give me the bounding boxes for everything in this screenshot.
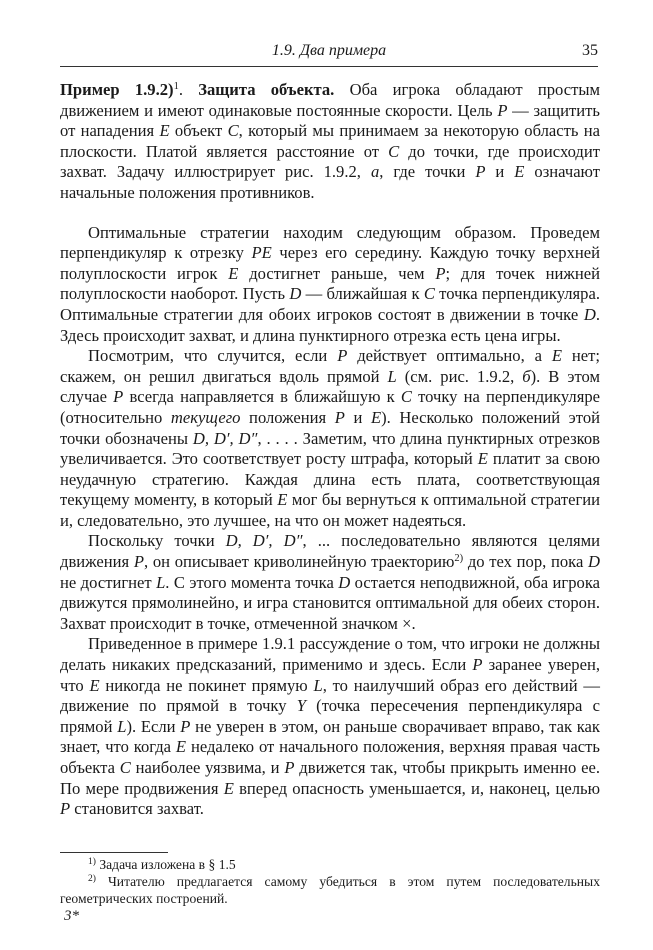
example-paragraph: Пример 1.9.2)$^1$. Защита объекта. Оба игрока обладают простым движением и имеют одинаковые постоянные скорости. Цель P — защитить от нападения E объект C, который мы принимаем за некоторую область на плоскости. Платой является расстояние от C до точки, где происходит захват. Задачу иллюстрирует рис. 1.9.2, a, где точки P и E означают начальные положения противников. — [60, 80, 601, 202]
footnote-1 — [60, 856, 600, 873]
footnote-ref-2: 2) — [454, 553, 464, 565]
paragraph-optimal-strategies: Оптимальные стратегии находим следующим образом. Проведем перпендикуляр к отрезку PE через его середину. Каждую точку верхней полуплоскости игрок E достигнет раньше, чем P; для точек нижней полуплоскости наоборот. Пусть D — ближайшая к C точка перпендикуляра. Оптимальные стратегии для обоих игроков состоят в движении в точке D. Здесь происходит захват, и длина пунктирного отрезка есть цена игры. — [60, 222, 600, 345]
example-title: Защита объекта. — [198, 80, 335, 99]
section-title: 1.9. Два примера — [271, 42, 387, 59]
footnote-text: Задача изложена в § 1.5 — [95, 857, 236, 872]
example-label: Пример 1.9.2) — [60, 80, 174, 99]
footnotes — [60, 856, 600, 907]
paragraph-predictions: Приведенное в примере 1.9.1 рассуждение о том, что игроки не должны делать никаких предсказаний, применимо и здесь. Если P заранее уверен, что E никогда не покинет прямую L, то наилучший образ его действий — движение по прямой в точку Y (точка пересечения перпендикуляра с прямой L). Если P не уверен в этом, он раньше сворачивает вправо, так как знает, что когда E недалеко от начального положения, верхняя правая часть объекта C наиболее уязвима, и P движется так, чтобы прикрыть именно ее. По мере продвижения E вперед опасность уменьшается, и, наконец, целью P становится захват. — [60, 634, 601, 819]
footnote-mark: 2) — [88, 874, 96, 884]
footnote-mark: 1) — [88, 857, 96, 867]
running-head — [60, 40, 598, 67]
page-number: 35 — [582, 42, 598, 59]
footnote-divider — [60, 852, 168, 853]
footnote-2 — [60, 873, 600, 907]
paragraph-suboptimal-e: Посмотрим, что случится, если P действует оптимально, а E нет; скажем, он решил двигаться вдоль прямой L (см. рис. 1.9.2, б). В этом случае P всегда направляется в ближайшую к C точку на перпендикуляре (относительно текущего положения P и E). Несколько положений этой точки обозначены D, D′, D″, . . . . Заметим, что длина пунктирных отрезков увеличивается. Это соответствует росту штрафа, который E платит за свою неудачную стратегию. Каждая длина есть плата, соответствующая текущему моменту, в который E мог бы вернуться к оптимальной стратегии и, следовательно, это лучшее, на что он может надеяться. — [60, 346, 601, 530]
footnote-text: Читателю предлагается самому убедиться в этом путем последовательных геометрических построений. — [60, 874, 600, 906]
paragraph-trajectory: Поскольку точки D, D′, D″, ... последовательно являются целями движения P, он описывает криволинейную траекторию$^{2)}$ до тех пор, пока D не достигнет L. С этого момента точка D остается неподвижной, оба игрока движутся прямолинейно, и игра становится оптимальной для обеих сторон. Захват происходит в точке, отмеченной значком ×. — [60, 531, 601, 633]
main-text — [60, 80, 600, 820]
footnote-ref-1: 1 — [173, 81, 179, 92]
printer-signature-mark: 3* — [64, 908, 79, 924]
